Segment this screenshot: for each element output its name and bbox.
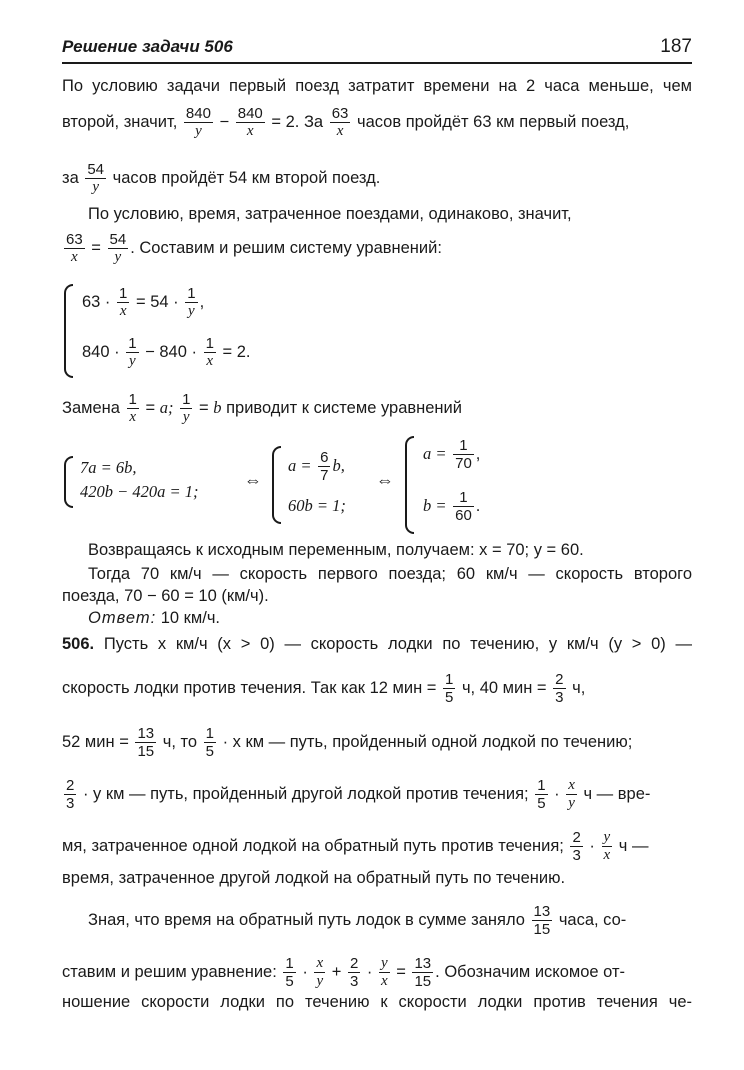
equation: a = $\frac{1}{70}$ ,: [423, 437, 481, 472]
text-line: Замена $\frac{1}{x}$ = a; $\frac{1}{y}$ = b приводит к системе уравнений: [62, 391, 462, 425]
text-line: поезда, 70 − 60 = 10 (км/ч).: [62, 587, 269, 605]
equivalence-icon: ⇔: [244, 470, 262, 490]
text-line: По условию, время, затраченное поездами, одинаково, значит,: [88, 205, 572, 223]
equation: 420b − 420a = 1;: [80, 482, 199, 501]
text-line: Зная, что время на обратный путь лодок в сумме заняло $\frac{13}{15}$ часа, со-: [88, 903, 627, 938]
equation: 7a = 6b,: [80, 458, 137, 477]
fraction: $\frac{63}{x}$: [66, 231, 83, 265]
equation: a = $\frac{6}{7}$ b,: [288, 449, 345, 484]
text-line: за $\frac{54}{y}$ часов пройдёт 54 км второй поезд.: [62, 161, 381, 195]
text-line: скорость лодки против течения. Так как 12 мин = $\frac{1}{5}$ ч, 40 мин = $\frac{2}{3}$ ч,: [62, 671, 586, 706]
fraction: $\frac{54}{y}$: [87, 161, 105, 195]
equation: 63 · $\frac{1}{x}$ = 54 · $\frac{1}{y}$ ,: [82, 285, 205, 319]
page-number: 187: [660, 36, 692, 57]
text-line: ношение скорости лодки по течению к скорости лодки против течения че-: [62, 993, 692, 1011]
equation: b = $\frac{1}{60}$ .: [423, 489, 481, 524]
equation: 840 · $\frac{1}{y}$ − 840 · $\frac{1}{x}$ = 2.: [82, 335, 251, 369]
system-brace: [405, 436, 414, 534]
text-line: 506. Пусть x км/ч (x > 0) — скорость лодки по течению, y км/ч (y > 0) —: [62, 635, 692, 653]
problem-number: 506.: [62, 635, 95, 653]
system-brace: [64, 284, 73, 378]
text-line: Возвращаясь к исходным переменным, получаем: x = 70; y = 60.: [88, 541, 584, 559]
running-header: [62, 28, 692, 64]
equivalence-icon: ⇔: [376, 470, 394, 490]
fraction: $\frac{840}{y}$: [185, 105, 211, 139]
answer-line: Ответ: 10 км/ч.: [88, 609, 221, 627]
text-line: 52 мин = $\frac{13}{15}$ ч, то $\frac{1}{5}$ · x км — путь, пройденный одной лодкой по течению;: [62, 725, 633, 760]
section-title: Решение задачи 506: [62, 37, 233, 56]
equation: 60b = 1;: [288, 496, 346, 515]
text-line: время, затраченное другой лодкой на обратный путь по течению.: [62, 869, 566, 887]
text-line: Тогда 70 км/ч — скорость первого поезда; 60 км/ч — скорость второго: [88, 565, 692, 583]
fraction: $\frac{840}{x}$: [237, 105, 263, 139]
system-brace: [64, 456, 73, 508]
text-line: По условию задачи первый поезд затратит времени на 2 часа меньше, чем: [62, 77, 692, 95]
system-brace: [272, 446, 281, 524]
text-line: ставим и решим уравнение: $\frac{1}{5}$ · $\frac{x}{y}$ + $\frac{2}{3}$ · $\frac{y}{x}$ = $\frac{13}{15}$ . Обозначим искомое от-: [62, 955, 626, 990]
text-line: второй, значит, $\frac{840}{y}$ − $\frac{840}{x}$ = 2. За $\frac{63}{x}$ часов пройдёт 63 км первый поезд,: [62, 105, 630, 139]
text-line: $\frac{63}{x}$ = $\frac{54}{y}$ . Составим и решим систему уравнений:: [66, 231, 442, 265]
fraction: $\frac{63}{x}$: [331, 105, 349, 139]
text-line: $\frac{2}{3}$ · y км — путь, пройденный другой лодкой против течения; $\frac{1}{5}$ · $\frac{x}{y}$ ч — вре-: [66, 777, 651, 812]
text-line: мя, затраченное одной лодкой на обратный путь против течения; $\frac{2}{3}$ · $\frac{y}{x}$ ч —: [62, 829, 649, 864]
fraction: $\frac{54}{y}$: [109, 231, 127, 265]
